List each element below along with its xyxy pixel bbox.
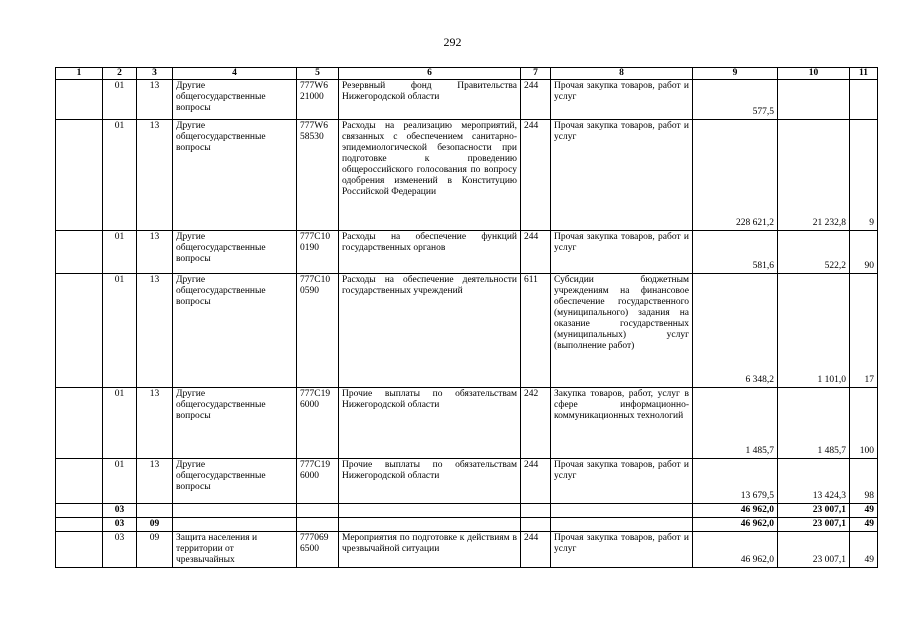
expense-type-code: 244 [521, 231, 551, 274]
expense-description: Расходы на реализацию мероприятий, связанных с обеспечением санитарно-эпидемиологической безопасности при подготовке к проведению общероссийского голосования по вопросу одобрения изменений в Конституцию Российской Федерации [339, 120, 521, 231]
amount-plan: 577,5 [693, 80, 778, 120]
table-row [56, 532, 878, 568]
expense-type-name [551, 504, 693, 518]
subsection-code: 09 [137, 532, 173, 568]
execution-percent: 90 [850, 231, 878, 274]
section-name: Другие общегосударственные вопросы [173, 80, 297, 120]
subsection-code: 13 [137, 120, 173, 231]
expense-description: Резервный фонд Правительства Нижегородской области [339, 80, 521, 120]
subsection-code: 13 [137, 274, 173, 388]
table-row [56, 231, 878, 274]
target-article-code [297, 504, 339, 518]
subsection-code: 13 [137, 80, 173, 120]
amount-actual: 13 424,3 [778, 459, 850, 504]
amount-plan: 46 962,0 [693, 532, 778, 568]
section-code: 03 [103, 532, 137, 568]
expense-type-code: 244 [521, 80, 551, 120]
amount-plan: 46 962,0 [693, 504, 778, 518]
expense-type-name: Прочая закупка товаров, работ и услуг [551, 231, 693, 274]
section-name: Другие общегосударственные вопросы [173, 231, 297, 274]
expense-type-code [521, 504, 551, 518]
header-cell: 8 [551, 68, 693, 80]
target-article-code [297, 518, 339, 532]
header-cell: 5 [297, 68, 339, 80]
section-code: 01 [103, 459, 137, 504]
header-cell: 4 [173, 68, 297, 80]
section-name: Другие общегосударственные вопросы [173, 274, 297, 388]
execution-percent: 49 [850, 532, 878, 568]
header-cell: 9 [693, 68, 778, 80]
expense-description: Прочие выплаты по обязательствам Нижегородской области [339, 388, 521, 459]
table-row [56, 504, 878, 518]
section-name [173, 518, 297, 532]
execution-percent: 98 [850, 459, 878, 504]
amount-plan: 581,6 [693, 231, 778, 274]
header-cell: 10 [778, 68, 850, 80]
header-cell: 11 [850, 68, 878, 80]
section-code: 01 [103, 388, 137, 459]
subsection-code: 13 [137, 459, 173, 504]
table-row [56, 120, 878, 231]
col-1-cell [56, 504, 103, 518]
section-name [173, 504, 297, 518]
expense-type-code: 242 [521, 388, 551, 459]
table-row [56, 388, 878, 459]
subsection-code: 13 [137, 388, 173, 459]
expense-description: Прочие выплаты по обязательствам Нижегородской области [339, 459, 521, 504]
col-1-cell [56, 518, 103, 532]
execution-percent [850, 80, 878, 120]
col-1-cell [56, 459, 103, 504]
target-article-code: 777С19 6000 [297, 388, 339, 459]
execution-percent: 17 [850, 274, 878, 388]
table-row [56, 518, 878, 532]
execution-percent: 49 [850, 518, 878, 532]
amount-plan: 6 348,2 [693, 274, 778, 388]
expense-type-name: Прочая закупка товаров, работ и услуг [551, 80, 693, 120]
expense-type-code: 244 [521, 459, 551, 504]
header-cell: 7 [521, 68, 551, 80]
target-article-code: 777069 6500 [297, 532, 339, 568]
header-cell: 1 [56, 68, 103, 80]
amount-plan: 13 679,5 [693, 459, 778, 504]
section-code: 03 [103, 518, 137, 532]
amount-actual: 23 007,1 [778, 532, 850, 568]
header-cell: 3 [137, 68, 173, 80]
target-article-code: 777С10 0190 [297, 231, 339, 274]
target-article-code: 777W6 21000 [297, 80, 339, 120]
amount-actual: 1 485,7 [778, 388, 850, 459]
amount-actual [778, 80, 850, 120]
col-1-cell [56, 532, 103, 568]
expense-description: Расходы на обеспечение функций государственных органов [339, 231, 521, 274]
subsection-code [137, 504, 173, 518]
table-row [56, 459, 878, 504]
page-number: 292 [443, 35, 462, 49]
expense-description [339, 504, 521, 518]
amount-actual: 23 007,1 [778, 518, 850, 532]
target-article-code: 777С10 0590 [297, 274, 339, 388]
expense-type-name: Закупка товаров, работ, услуг в сфере информационно-коммуникационных технологий [551, 388, 693, 459]
target-article-code: 777С19 6000 [297, 459, 339, 504]
col-1-cell [56, 80, 103, 120]
execution-percent: 9 [850, 120, 878, 231]
amount-actual: 522,2 [778, 231, 850, 274]
expense-type-code: 244 [521, 532, 551, 568]
amount-plan: 228 621,2 [693, 120, 778, 231]
budget-table [55, 67, 878, 568]
expense-type-name: Субсидии бюджетным учреждениям на финансовое обеспечение государственного (муниципального) задания на оказание государственных (муниципальных) услуг (выполнение работ) [551, 274, 693, 388]
col-1-cell [56, 231, 103, 274]
col-1-cell [56, 120, 103, 231]
section-code: 01 [103, 231, 137, 274]
subsection-code: 13 [137, 231, 173, 274]
col-1-cell [56, 274, 103, 388]
execution-percent: 100 [850, 388, 878, 459]
expense-type-code [521, 518, 551, 532]
expense-type-code: 611 [521, 274, 551, 388]
expense-type-name: Прочая закупка товаров, работ и услуг [551, 120, 693, 231]
header-cell: 2 [103, 68, 137, 80]
col-1-cell [56, 388, 103, 459]
subsection-code: 09 [137, 518, 173, 532]
amount-plan: 1 485,7 [693, 388, 778, 459]
target-article-code: 777W6 58530 [297, 120, 339, 231]
table-row [56, 274, 878, 388]
section-name: Другие общегосударственные вопросы [173, 459, 297, 504]
expense-type-name [551, 518, 693, 532]
expense-description [339, 518, 521, 532]
amount-actual: 21 232,8 [778, 120, 850, 231]
table-row [56, 80, 878, 120]
section-code: 01 [103, 274, 137, 388]
amount-actual: 1 101,0 [778, 274, 850, 388]
section-name: Другие общегосударственные вопросы [173, 120, 297, 231]
expense-description: Расходы на обеспечение деятельности государственных учреждений [339, 274, 521, 388]
section-code: 03 [103, 504, 137, 518]
expense-description: Мероприятия по подготовке к действиям в чрезвычайной ситуации [339, 532, 521, 568]
section-name: Защита населения и территории от чрезвычайных [173, 532, 297, 568]
section-code: 01 [103, 80, 137, 120]
expense-type-name: Прочая закупка товаров, работ и услуг [551, 532, 693, 568]
amount-actual: 23 007,1 [778, 504, 850, 518]
section-name: Другие общегосударственные вопросы [173, 388, 297, 459]
expense-type-name: Прочая закупка товаров, работ и услуг [551, 459, 693, 504]
amount-plan: 46 962,0 [693, 518, 778, 532]
section-code: 01 [103, 120, 137, 231]
header-cell: 6 [339, 68, 521, 80]
execution-percent: 49 [850, 504, 878, 518]
expense-type-code: 244 [521, 120, 551, 231]
header-row [56, 68, 878, 80]
